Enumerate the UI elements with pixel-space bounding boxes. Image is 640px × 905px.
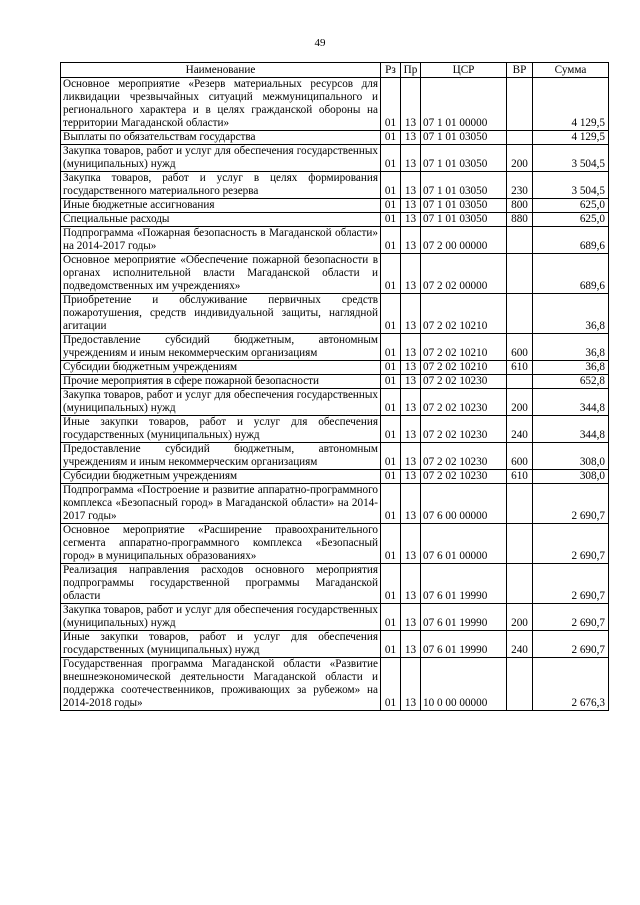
- cell-csr: 07 1 01 00000: [421, 78, 507, 131]
- cell-rz: 01: [381, 254, 401, 294]
- cell-name: Предоставление субсидий бюджетным, автономным учреждениям и иным некоммерческим организациям: [61, 443, 381, 470]
- cell-pr: 13: [401, 294, 421, 334]
- budget-table: [60, 62, 609, 711]
- cell-name: Иные закупки товаров, работ и услуг для обеспечения государственных (муниципальных) нужд: [61, 416, 381, 443]
- cell-csr: 07 2 02 10230: [421, 470, 507, 484]
- cell-rz: 01: [381, 604, 401, 631]
- cell-pr: 13: [401, 375, 421, 389]
- cell-name: Закупка товаров, работ и услуг для обеспечения государственных (муниципальных) нужд: [61, 145, 381, 172]
- page-number: 49: [314, 37, 326, 49]
- table-row: [61, 294, 609, 334]
- cell-sum: 689,6: [533, 254, 609, 294]
- cell-pr: 13: [401, 443, 421, 470]
- cell-name: Субсидии бюджетным учреждениям: [61, 470, 381, 484]
- cell-sum: 2 690,7: [533, 484, 609, 524]
- cell-csr: 10 0 00 00000: [421, 658, 507, 711]
- cell-name: Предоставление субсидий бюджетным, автономным учреждениям и иным некоммерческим организациям: [61, 334, 381, 361]
- cell-vr: 600: [507, 334, 533, 361]
- cell-vr: 200: [507, 145, 533, 172]
- cell-name: Основное мероприятие «Обеспечение пожарной безопасности в органах исполнительной власти Магаданской области и подведомственных им учреждениях»: [61, 254, 381, 294]
- cell-name: Выплаты по обязательствам государства: [61, 131, 381, 145]
- cell-rz: 01: [381, 78, 401, 131]
- cell-csr: 07 2 02 10230: [421, 416, 507, 443]
- table-header-row: [61, 63, 609, 78]
- cell-pr: 13: [401, 334, 421, 361]
- cell-csr: 07 1 01 03050: [421, 172, 507, 199]
- cell-pr: 13: [401, 389, 421, 416]
- cell-name: Приобретение и обслуживание первичных средств пожаротушения, средств индивидуальной защиты, наглядной агитации: [61, 294, 381, 334]
- cell-rz: 01: [381, 213, 401, 227]
- cell-sum: 36,8: [533, 361, 609, 375]
- cell-vr: [507, 254, 533, 294]
- cell-vr: [507, 564, 533, 604]
- cell-rz: 01: [381, 199, 401, 213]
- cell-csr: 07 2 02 10230: [421, 443, 507, 470]
- cell-rz: 01: [381, 631, 401, 658]
- cell-sum: 36,8: [533, 334, 609, 361]
- cell-name: Подпрограмма «Пожарная безопасность в Магаданской области» на 2014-2017 годы»: [61, 227, 381, 254]
- cell-pr: 13: [401, 658, 421, 711]
- table-row: [61, 78, 609, 131]
- cell-pr: 13: [401, 416, 421, 443]
- table-row: [61, 524, 609, 564]
- table-row: [61, 361, 609, 375]
- cell-rz: 01: [381, 416, 401, 443]
- cell-pr: 13: [401, 78, 421, 131]
- cell-sum: 2 690,7: [533, 604, 609, 631]
- table-row: [61, 375, 609, 389]
- cell-csr: 07 6 01 19990: [421, 631, 507, 658]
- cell-vr: 610: [507, 361, 533, 375]
- table-row: [61, 254, 609, 294]
- cell-pr: 13: [401, 131, 421, 145]
- cell-vr: 800: [507, 199, 533, 213]
- cell-csr: 07 2 02 10230: [421, 375, 507, 389]
- cell-name: Государственная программа Магаданской области «Развитие внешнеэкономической деятельности Магаданской области и поддержка соотечественников, проживающих за рубежом» на 2014-2018 годы»: [61, 658, 381, 711]
- cell-csr: 07 1 01 03050: [421, 199, 507, 213]
- cell-name: Подпрограмма «Построение и развитие аппаратно-программного комплекса «Безопасный город» в Магаданской области» на 2014-2017 годы»: [61, 484, 381, 524]
- cell-rz: 01: [381, 361, 401, 375]
- cell-csr: 07 2 02 10210: [421, 361, 507, 375]
- header-rz: Рз: [381, 63, 401, 78]
- cell-csr: 07 1 01 03050: [421, 131, 507, 145]
- table-row: [61, 604, 609, 631]
- cell-name: Основное мероприятие «Расширение правоохранительного сегмента аппаратно-программного комплекса «Безопасный город» в муниципальных образованиях»: [61, 524, 381, 564]
- cell-name: Закупка товаров, работ и услуг для обеспечения государственных (муниципальных) нужд: [61, 389, 381, 416]
- cell-rz: 01: [381, 658, 401, 711]
- cell-sum: 652,8: [533, 375, 609, 389]
- cell-sum: 308,0: [533, 443, 609, 470]
- cell-vr: 200: [507, 604, 533, 631]
- header-name: Наименование: [61, 63, 381, 78]
- cell-name: Специальные расходы: [61, 213, 381, 227]
- cell-csr: 07 1 01 03050: [421, 145, 507, 172]
- cell-pr: 13: [401, 172, 421, 199]
- cell-rz: 01: [381, 389, 401, 416]
- cell-vr: [507, 78, 533, 131]
- cell-pr: 13: [401, 470, 421, 484]
- cell-pr: 13: [401, 564, 421, 604]
- table-row: [61, 199, 609, 213]
- cell-vr: [507, 524, 533, 564]
- cell-sum: 344,8: [533, 416, 609, 443]
- cell-rz: 01: [381, 172, 401, 199]
- cell-sum: 4 129,5: [533, 131, 609, 145]
- table-row: [61, 470, 609, 484]
- cell-pr: 13: [401, 213, 421, 227]
- cell-csr: 07 6 00 00000: [421, 484, 507, 524]
- cell-pr: 13: [401, 227, 421, 254]
- cell-rz: 01: [381, 375, 401, 389]
- cell-rz: 01: [381, 564, 401, 604]
- cell-vr: [507, 375, 533, 389]
- cell-rz: 01: [381, 227, 401, 254]
- cell-vr: 240: [507, 631, 533, 658]
- header-csr: ЦСР: [421, 63, 507, 78]
- cell-sum: 36,8: [533, 294, 609, 334]
- cell-vr: [507, 131, 533, 145]
- cell-csr: 07 2 00 00000: [421, 227, 507, 254]
- cell-csr: 07 2 02 00000: [421, 254, 507, 294]
- cell-rz: 01: [381, 131, 401, 145]
- cell-pr: 13: [401, 484, 421, 524]
- cell-sum: 689,6: [533, 227, 609, 254]
- cell-vr: [507, 227, 533, 254]
- table-row: [61, 131, 609, 145]
- cell-vr: [507, 294, 533, 334]
- cell-vr: 880: [507, 213, 533, 227]
- cell-csr: 07 6 01 19990: [421, 564, 507, 604]
- cell-sum: 308,0: [533, 470, 609, 484]
- cell-sum: 2 676,3: [533, 658, 609, 711]
- cell-vr: 600: [507, 443, 533, 470]
- table-row: [61, 389, 609, 416]
- cell-sum: 625,0: [533, 213, 609, 227]
- header-vr: ВР: [507, 63, 533, 78]
- table-row: [61, 631, 609, 658]
- cell-pr: 13: [401, 145, 421, 172]
- cell-name: Закупка товаров, работ и услуг в целях формирования государственного материального резерва: [61, 172, 381, 199]
- cell-csr: 07 2 02 10230: [421, 389, 507, 416]
- cell-sum: 625,0: [533, 199, 609, 213]
- cell-sum: 3 504,5: [533, 145, 609, 172]
- cell-pr: 13: [401, 524, 421, 564]
- cell-vr: 610: [507, 470, 533, 484]
- cell-name: Субсидии бюджетным учреждениям: [61, 361, 381, 375]
- cell-pr: 13: [401, 604, 421, 631]
- cell-rz: 01: [381, 294, 401, 334]
- table-row: [61, 484, 609, 524]
- cell-csr: 07 6 01 19990: [421, 604, 507, 631]
- cell-csr: 07 6 01 00000: [421, 524, 507, 564]
- cell-rz: 01: [381, 470, 401, 484]
- cell-sum: 2 690,7: [533, 564, 609, 604]
- table-row: [61, 213, 609, 227]
- cell-vr: [507, 658, 533, 711]
- cell-sum: 344,8: [533, 389, 609, 416]
- cell-csr: 07 1 01 03050: [421, 213, 507, 227]
- table-row: [61, 658, 609, 711]
- cell-name: Иные закупки товаров, работ и услуг для обеспечения государственных (муниципальных) нужд: [61, 631, 381, 658]
- cell-vr: 230: [507, 172, 533, 199]
- cell-sum: 3 504,5: [533, 172, 609, 199]
- cell-rz: 01: [381, 524, 401, 564]
- cell-sum: 2 690,7: [533, 524, 609, 564]
- cell-sum: 4 129,5: [533, 78, 609, 131]
- table-row: [61, 172, 609, 199]
- table-row: [61, 227, 609, 254]
- cell-name: Прочие мероприятия в сфере пожарной безопасности: [61, 375, 381, 389]
- cell-pr: 13: [401, 631, 421, 658]
- table-row: [61, 334, 609, 361]
- cell-name: Основное мероприятие «Резерв материальных ресурсов для ликвидации чрезвычайных ситуаций межмуниципального и регионального характера и в целях гражданской обороны на территории Магаданской области»: [61, 78, 381, 131]
- table-body: [61, 78, 609, 711]
- cell-pr: 13: [401, 361, 421, 375]
- cell-csr: 07 2 02 10210: [421, 334, 507, 361]
- cell-pr: 13: [401, 254, 421, 294]
- cell-vr: 240: [507, 416, 533, 443]
- header-sum: Сумма: [533, 63, 609, 78]
- cell-rz: 01: [381, 145, 401, 172]
- cell-name: Закупка товаров, работ и услуг для обеспечения государственных (муниципальных) нужд: [61, 604, 381, 631]
- cell-sum: 2 690,7: [533, 631, 609, 658]
- cell-name: Реализация направления расходов основного мероприятия подпрограммы государственной программы Магаданской области: [61, 564, 381, 604]
- cell-pr: 13: [401, 199, 421, 213]
- cell-rz: 01: [381, 443, 401, 470]
- table-row: [61, 443, 609, 470]
- cell-name: Иные бюджетные ассигнования: [61, 199, 381, 213]
- table-row: [61, 564, 609, 604]
- cell-csr: 07 2 02 10210: [421, 294, 507, 334]
- table-row: [61, 145, 609, 172]
- cell-rz: 01: [381, 484, 401, 524]
- table-row: [61, 416, 609, 443]
- cell-vr: [507, 484, 533, 524]
- cell-vr: 200: [507, 389, 533, 416]
- header-pr: Пр: [401, 63, 421, 78]
- cell-rz: 01: [381, 334, 401, 361]
